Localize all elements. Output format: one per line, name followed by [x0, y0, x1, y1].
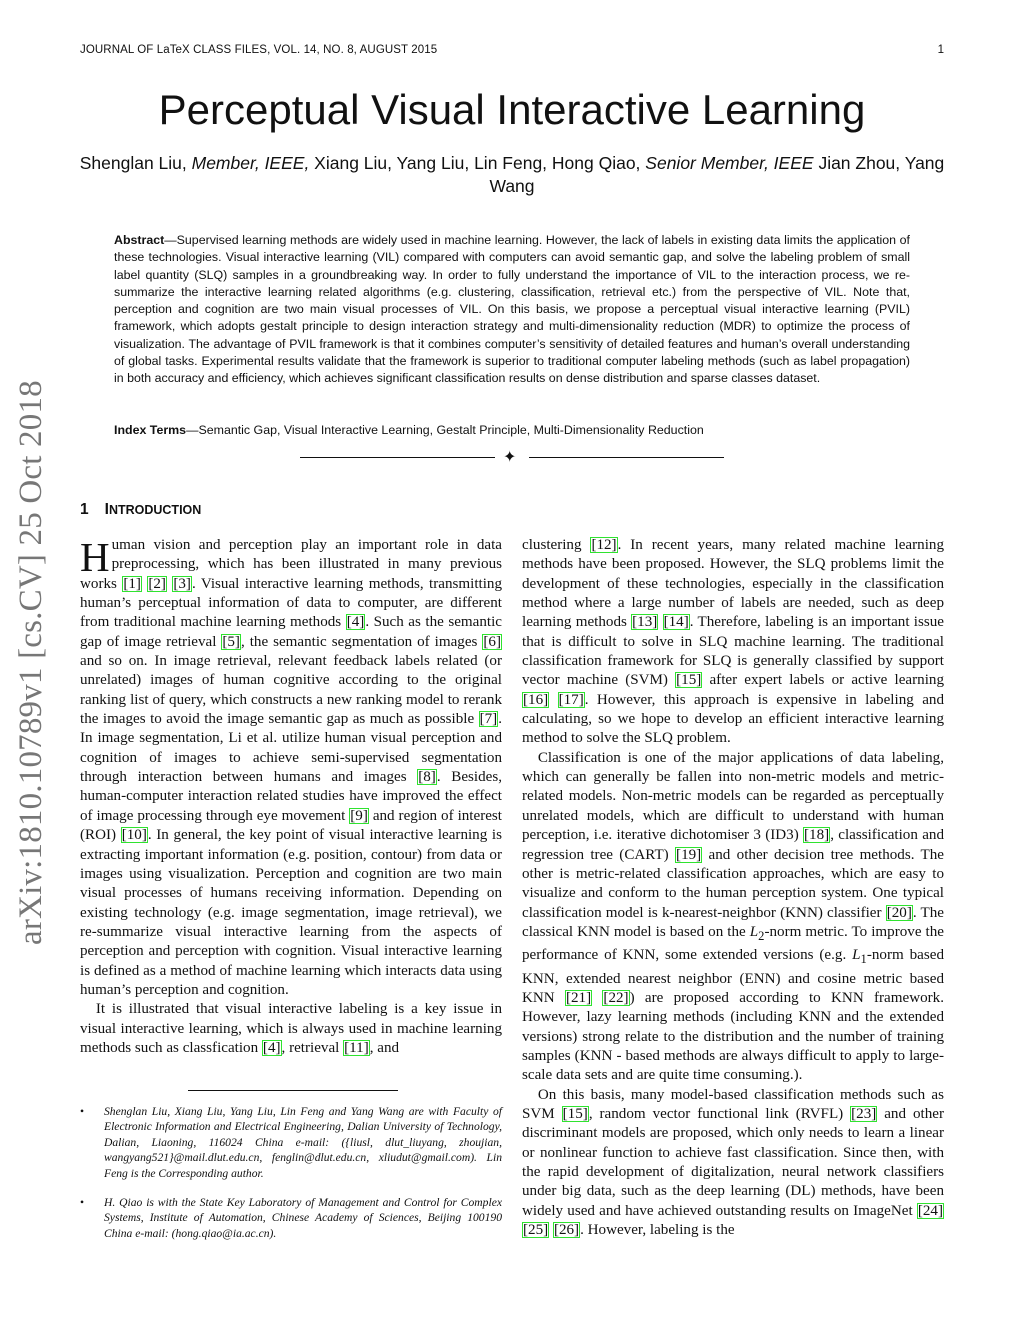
divider-line: [529, 457, 724, 458]
text-run: ) are proposed according to KNN framework. However, lazy learning methods (including KNN and the extended versions) strong relate to the distribution and the number of training samples (KNN - based methods are always difficult to apply to large-scale data sets and are quite time consuming.).: [522, 989, 944, 1084]
index-terms-text: —Semantic Gap, Visual Interactive Learning, Gestalt Principle, Multi-Dimensionality Reduction: [186, 423, 704, 437]
citation-link[interactable]: [4]: [346, 614, 365, 631]
citation-link[interactable]: [15]: [562, 1106, 588, 1122]
bullet-icon: •: [80, 1196, 85, 1209]
text-run: . In recent years, many related machine learning methods have been proposed. However, the SLQ problems limit the development of these technologies, especially in the classification method where a large number of labels are needed, such as deep learning methods: [522, 537, 944, 631]
authors-text: Xiang Liu, Yang Liu, Lin Feng, Hong Qiao,: [309, 153, 646, 173]
citation-link[interactable]: [18]: [804, 827, 830, 844]
citation-link[interactable]: [14]: [663, 614, 689, 631]
paragraph: [522, 536, 944, 749]
text-run: . In image segmentation, Li et al. utilize human visual perception and cognition of images to achieve semi-supervised segmentation through interaction between humans and images: [80, 711, 502, 786]
text-run: . Besides, human-computer interaction related studies have improved the effect of image processing through eye movement: [80, 769, 503, 824]
author-list: [70, 152, 954, 198]
section-title-initial: I: [104, 501, 109, 518]
section-number: 1: [80, 501, 89, 518]
index-terms: [114, 423, 910, 437]
section-divider: [300, 450, 724, 466]
math-symbol: L: [852, 947, 861, 964]
abstract: [114, 232, 910, 388]
text-run: . Therefore, labeling is an important issue that is difficult to solve in SLQ machine learning. The traditional classification framework for SLQ is generally classified by support vector machine (SVM): [522, 614, 944, 689]
text-run: [549, 692, 557, 708]
drop-cap: H: [80, 534, 110, 580]
page-number: 1: [937, 44, 944, 56]
footnote-text: Shenglan Liu, Xiang Liu, Yang Liu, Lin Feng and Yang Wang are with Faculty of Electronic Information and Electrical Engineering, Dalian University of Technology, Dalian, Liaoning, 116024 China e-mail: ({liusl, dlut_liuyang, zhoujian, wangyang521}@mail.dlut.edu.cn, fenglin@dlut.edu.cn, xliudut@gmail.com). Lin Feng is the Corresponding author.: [104, 1105, 502, 1180]
paragraph: [522, 1086, 944, 1241]
text-run: , classification and regression tree (CART): [522, 827, 944, 863]
citation-link[interactable]: [12]: [591, 537, 617, 553]
section-title-rest: NTRODUCTION: [108, 503, 202, 517]
text-run: . However, labeling is the: [580, 1222, 735, 1239]
citation-link[interactable]: [23]: [851, 1106, 877, 1122]
text-run: , and: [369, 1039, 400, 1056]
citation-link[interactable]: [3]: [173, 575, 191, 592]
section-heading: [80, 501, 201, 519]
citation-link[interactable]: [25]: [523, 1222, 549, 1239]
abstract-label: Abstract: [114, 233, 165, 247]
citation-link[interactable]: [26]: [553, 1222, 580, 1239]
footnote-rule: [188, 1090, 398, 1091]
citation-link[interactable]: [20]: [886, 904, 912, 921]
citation-link[interactable]: [10]: [121, 827, 147, 844]
paper-title: Perceptual Visual Interactive Learning: [158, 86, 866, 133]
math-subscript: 2: [758, 928, 765, 943]
citation-link[interactable]: [17]: [558, 691, 584, 708]
text-run: . Visual interactive learning methods, transmitting human’s perceptual information of data to computer, are different from traditional machine learning methods: [80, 575, 502, 631]
text-run: . The classical KNN model is based on the: [522, 904, 944, 940]
text-run: . Such as the semantic gap of image retrieval: [80, 614, 503, 650]
text-run: It is illustrated that visual interactive labeling is a key issue in visual interactive learning, which is always used in machine learning methods such as classfication: [80, 1001, 502, 1056]
paragraph: [80, 1000, 502, 1058]
citation-link[interactable]: [21]: [565, 989, 592, 1006]
text-run: , retrieval: [281, 1039, 344, 1056]
right-column: [522, 536, 944, 1240]
footnote: [80, 1195, 502, 1241]
text-run: and other decision tree methods. The other is metric-related classification approaches, which are easy to visualize and conform to the human perception system. One typical classification model is k-nearest-neighbor (KNN) classifier: [522, 846, 945, 921]
text-run: clustering: [522, 537, 591, 553]
bullet-icon: •: [80, 1105, 85, 1118]
citation-link[interactable]: [15]: [676, 672, 702, 689]
text-run: and other discriminant models are proposed, which only needs to learn a linear or nonlinear function to achieve fast classification. Since then, with the rapid development of digitalization, neural network classifiers under big data, such as the deep learning (DL) methods, have been widely used and have achieved outstanding results on ImageNet: [522, 1106, 944, 1219]
journal-header: JOURNAL OF LaTeX CLASS FILES, VOL. 14, NO. 8, AUGUST 2015: [80, 44, 438, 56]
citation-link[interactable]: [4]: [262, 1039, 281, 1056]
math-subscript: 1: [860, 952, 867, 967]
citation-link[interactable]: [7]: [479, 711, 498, 728]
citation-link[interactable]: [9]: [350, 807, 368, 824]
text-run: after expert labels or active learning: [702, 672, 944, 689]
citation-link[interactable]: [11]: [344, 1039, 369, 1056]
citation-link[interactable]: [22]: [603, 989, 629, 1006]
abstract-text: —Supervised learning methods are widely used in machine learning. However, the lack of labels in existing data limits the application of these technologies. Visual interactive learning (VIL) compared with computers can avoid semantic gap, and solve the labeling problem of small label quantity (SLQ) samples in a groundbreaking way. In order to fully understand the importance of VIL to the interaction process, we re-summarize the interactive learning related algorithms (e.g. clustering, classification, retrieval etc.) from the perspective of VIL. Note that, perception and cognition are two main visual processes of VIL. On this basis, we propose a perceptual visual interactive learning (PVIL) framework, which adopts gestalt principle to design interaction strategy and multi-dimensionality reduction (MDR) to optimize the process of visualization. The advantage of PVIL framework is that it combines computer’s sensitivity of detailed features and human’s overall understanding of global tasks. Experimental results validate that the framework is superior to traditional computer labeling methods (such as label propagation) in both accuracy and efficiency, which achieves significant classification results on dense distribution and sparse classes dataset.: [114, 233, 910, 386]
paragraph: [80, 536, 502, 1000]
citation-link[interactable]: [5]: [222, 633, 240, 650]
text-run: On this basis, many model-based classification methods such as SVM: [522, 1086, 944, 1122]
citation-link[interactable]: [6]: [483, 633, 501, 650]
text-run: uman vision and perception play an important role in data preprocessing, which has been illustrated in many previous works: [80, 537, 502, 592]
citation-link[interactable]: [13]: [632, 614, 658, 631]
text-run: [658, 614, 662, 630]
text-run: [592, 990, 602, 1006]
text-run: and so on. In image retrieval, relevant feedback labels related (or unrelated) images of human cognitive according to the original ranking list of query, which constructs a new ranking model to rerank the images to avoid the image semantic gap as much as possible: [80, 653, 502, 728]
citation-link[interactable]: [1]: [123, 575, 141, 592]
citation-link[interactable]: [24]: [917, 1202, 943, 1219]
left-column: [80, 536, 502, 1058]
author-role: Senior Member, IEEE: [645, 153, 814, 173]
text-run: -norm based KNN, extended nearest neighbor (ENN) and cosine metric based KNN: [522, 947, 945, 1006]
authors-text: Jian Zhou, Yang Wang: [489, 153, 945, 196]
text-run: and region of interest (ROI): [80, 807, 502, 844]
arxiv-stamp: arXiv:1810.10789v1 [cs.CV] 25 Oct 2018: [13, 380, 49, 945]
citation-link[interactable]: [19]: [676, 846, 702, 863]
footnote-text: H. Qiao is with the State Key Laboratory of Management and Control for Complex Systems, Institute of Automation, Chinese Academy of Sciences, Beijing 100190 China e-mail: (hong.qiao@ia.ac.cn).: [104, 1196, 502, 1240]
text-run: -norm metric. To improve the performance of KNN, some extended versions (e.g.: [522, 923, 944, 964]
text-run: , the semantic segmentation of images: [240, 633, 483, 650]
footnote: [80, 1104, 502, 1181]
paragraph: [522, 749, 944, 1086]
text-run: . In general, the key point of visual interactive learning is extracting important information (e.g. position, contour) from data or images using visualization. Perception and cognition are two main visual processes of humans receiving information. Depending on existing technology (e.g. image segmentation, image retrieval), we re-summarize visual interactive learning from the aspects of perception and perception with cognition. Visual interactive learning is defined as a method of machine learning which interacts data using human’s perception and cognition.: [80, 827, 502, 998]
authors-text: Shenglan Liu,: [79, 153, 192, 173]
text-run: . However, this approach is expensive in labeling and calculating, so we hope to develop an efficient interactive learning method to solve the SLQ problem.: [522, 691, 944, 747]
text-run: , random vector functional link (RVFL): [588, 1106, 851, 1122]
citation-link[interactable]: [2]: [148, 575, 166, 592]
author-role: Member, IEEE,: [191, 153, 310, 173]
divider-star-icon: ✦: [503, 449, 517, 466]
citation-link[interactable]: [16]: [523, 691, 549, 708]
citation-link[interactable]: [8]: [418, 769, 436, 786]
divider-line: [300, 457, 495, 458]
index-terms-label: Index Terms: [114, 423, 187, 437]
text-run: Classification is one of the major applications of data labeling, which can generally be fallen into non-metric models and metric-related models. Non-metric models can be regarded as perceptually unrelated models, which are difficult to understand with human perception, i.e. iterative dichotomiser 3 (ID3): [522, 749, 944, 844]
math-symbol: L: [749, 923, 759, 940]
